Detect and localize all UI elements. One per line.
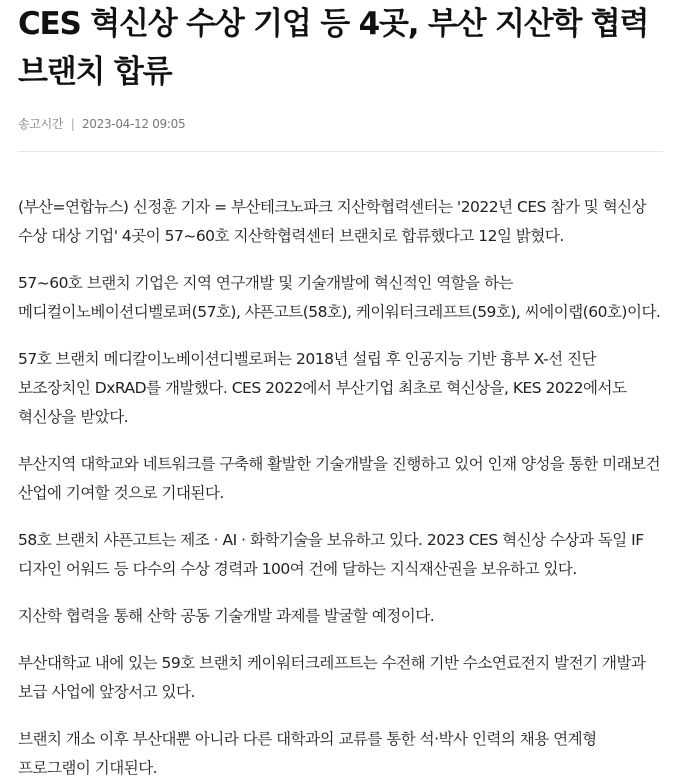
body-paragraph: 부산지역 대학교와 네트워크를 구축해 활발한 기술개발을 진행하고 있어 인재 양성을 통한 미래보건 산업에 기여할 것으로 기대된다.: [18, 455, 661, 502]
body-paragraph: 부산대학교 내에 있는 59호 브랜치 케이워터크레프트는 수전해 기반 수소연료전지 발전기 개발과 보급 사업에 앞장서고 있다.: [18, 654, 646, 701]
body-paragraph: 57호 브랜치 메디칼이노베이션디벨로퍼는 2018년 설립 후 인공지능 기반 흉부 X-선 진단 보조장치인 DxRAD를 개발했다. CES 2022에서 부산기업 최초로 혁신상을, KES 2022에서도 혁신상을 받았다.: [18, 350, 627, 426]
body-paragraph: 58호 브랜치 샤픈고트는 제조 · AI · 화학기술을 보유하고 있다. 2023 CES 혁신상 수상과 독일 IF 디자인 어워드 등 다수의 수상 경력과 100여 건에 달하는 지식재산권을 보유하고 있다.: [18, 531, 644, 578]
article-headline: CES 혁신상 수상 기업 등 4곳, 부산 지산학 협력 브랜치 합류: [18, 6, 649, 90]
meta-separator: |: [70, 117, 75, 131]
published-datetime: 2023-04-12 09:05: [81, 117, 186, 131]
body-paragraph: (부산=연합뉴스) 신정훈 기자 = 부산테크노파크 지산학협력센터는 '2022년 CES 참가 및 혁신상 수상 대상 기업' 4곳이 57~60호 지산학협력센터 브랜치로 합류했다고 12일 밝혔다.: [18, 198, 647, 245]
body-paragraph: 지산학 협력을 통해 산학 공동 기술개발 과제를 발굴할 예정이다.: [18, 607, 435, 625]
body-paragraph: 57~60호 브랜치 기업은 지역 연구개발 및 기술개발에 혁신적인 역할을 하는 메디컬이노베이션디벨로퍼(57호), 샤픈고트(58호), 케이워터크레프트(59호), 씨에이랩(60호)이다.: [18, 274, 661, 321]
article-meta: [18, 116, 663, 132]
published-label: 송고시간: [18, 117, 64, 131]
header-divider: [18, 151, 663, 152]
body-paragraph: 브랜치 개소 이후 부산대뿐 아니라 다른 대학과의 교류를 통한 석·박사 인력의 채용 연계형 프로그램이 기대된다.: [18, 730, 597, 777]
article-body: [18, 193, 663, 783]
